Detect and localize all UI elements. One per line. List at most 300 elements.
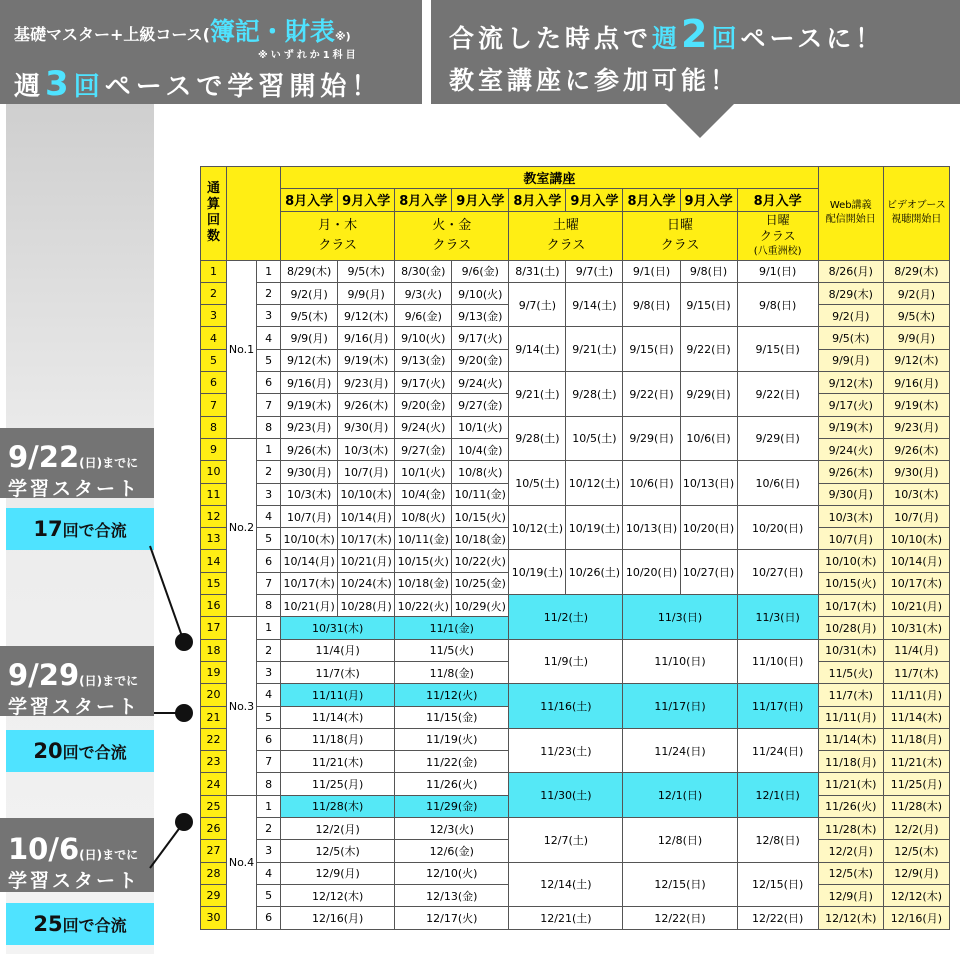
sub-cell: 4 [257,505,281,527]
header-class: 教室講座 [281,167,819,189]
callout-1-date: 9/22 [8,440,80,474]
date-cell: 10/17(木) [281,572,338,594]
sub-cell: 7 [257,751,281,773]
video-date-cell: 10/10(木) [883,528,949,550]
weekend-cell: 10/6(日) [623,461,680,506]
weekend-cell: 9/22(日) [680,327,737,372]
sub-cell: 3 [257,305,281,327]
video-date-cell: 11/18(月) [883,728,949,750]
course-cell: No.2 [227,438,257,616]
date-cell: 9/19(木) [281,394,338,416]
web-date-cell: 12/9(月) [818,884,883,906]
web-date-cell: 10/28(月) [818,617,883,639]
date-cell: 10/21(月) [338,550,395,572]
intake-header: 8月入学 [623,189,680,211]
weekend-cell: 11/10(日) [623,639,737,684]
weekend-cell: 10/13(日) [623,505,680,550]
header-row-label: 通算回数 [201,167,227,261]
date-cell: 10/7(月) [338,461,395,483]
table-row [201,461,950,483]
sub-cell: 5 [257,528,281,550]
sub-cell: 7 [257,394,281,416]
callout-2-unit: (日)までに [79,674,139,688]
header-blank [227,167,281,261]
weekend-cell: 9/1(日) [737,260,818,282]
date-cell: 9/13(金) [395,349,452,371]
callout-1-unit: (日)までに [79,456,139,470]
web-date-cell: 12/12(木) [818,907,883,929]
video-date-cell: 9/30(月) [883,461,949,483]
weekend-cell: 9/15(日) [623,327,680,372]
weekend-cell: 11/23(土) [509,728,623,773]
weekend-cell: 9/15(日) [680,282,737,327]
group-header [281,211,395,260]
header-video [883,167,949,261]
banner-right-text: 合流した時点で [449,24,653,53]
banner-left-mark: ※) [334,30,351,43]
callout-1-merge-label: 回で合流 [62,521,127,540]
seq-cell: 29 [201,884,227,906]
sub-cell: 6 [257,550,281,572]
web-date-cell: 9/17(火) [818,394,883,416]
date-cell: 10/4(金) [395,483,452,505]
banner-left-text: 基礎マスター+上級コース( [14,25,210,44]
weekend-cell: 12/7(土) [509,818,623,863]
video-date-cell: 9/5(木) [883,305,949,327]
course-cell: No.4 [227,795,257,929]
date-cell: 11/26(火) [395,773,509,795]
date-cell: 12/5(木) [281,840,395,862]
group-header-l1: 土曜 [552,217,579,233]
callout-3-date-line [8,832,154,866]
weekend-cell: 10/12(土) [566,461,623,506]
date-cell: 10/10(木) [281,528,338,550]
date-cell: 12/2(月) [281,818,395,840]
banner-right-week: 週 [652,24,682,53]
weekend-cell: 10/5(土) [566,416,623,461]
weekend-cell: 10/20(日) [737,505,818,550]
seq-cell: 6 [201,372,227,394]
web-date-cell: 11/18(月) [818,751,883,773]
weekend-cell: 9/29(日) [680,372,737,417]
video-date-cell: 11/25(月) [883,773,949,795]
date-cell: 9/6(金) [395,305,452,327]
seq-cell: 4 [201,327,227,349]
date-cell: 9/23(月) [281,416,338,438]
group-header-l1: 日曜 [765,212,790,227]
date-cell: 9/3(火) [395,282,452,304]
sub-cell: 5 [257,884,281,906]
date-cell: 12/16(月) [281,907,395,929]
group-header-l1: 月・木 [318,217,358,233]
weekend-cell: 10/27(日) [737,550,818,595]
connector-3-dot [175,813,193,831]
date-cell: 12/6(金) [395,840,509,862]
callout-2-date-line [8,658,154,692]
group-header [509,211,623,260]
date-cell: 9/12(木) [281,349,338,371]
weekend-cell: 9/15(日) [737,327,818,372]
group-header-l2: クラス [759,228,796,243]
table-row [201,907,950,929]
weekend-cell: 11/3(日) [623,595,737,640]
date-cell: 9/24(火) [395,416,452,438]
date-cell: 8/29(木) [281,260,338,282]
date-cell: 10/1(火) [452,416,509,438]
seq-cell: 20 [201,684,227,706]
intake-header: 8月入学 [281,189,338,211]
table-row [201,773,950,795]
date-cell: 11/15(金) [395,706,509,728]
web-date-cell: 9/26(木) [818,461,883,483]
callout-2-start [0,646,154,716]
seq-cell: 16 [201,595,227,617]
date-cell: 11/25(月) [281,773,395,795]
banner-right-line1 [449,14,960,59]
weekend-cell: 9/8(日) [737,282,818,327]
web-date-cell: 10/15(火) [818,572,883,594]
sub-cell: 2 [257,639,281,661]
sub-cell: 4 [257,684,281,706]
date-cell: 10/14(月) [281,550,338,572]
weekend-cell: 10/5(土) [509,461,566,506]
weekend-cell: 9/14(土) [566,282,623,327]
date-cell: 12/17(火) [395,907,509,929]
web-date-cell: 11/26(火) [818,795,883,817]
video-date-cell: 9/16(月) [883,372,949,394]
web-date-cell: 11/14(木) [818,728,883,750]
date-cell: 11/8(金) [395,661,509,683]
group-header-yaesu [737,211,818,260]
video-date-cell: 11/7(木) [883,661,949,683]
header-video-l1: ビデオブース [887,200,946,212]
seq-cell: 27 [201,840,227,862]
date-cell: 9/16(月) [281,372,338,394]
video-date-cell: 11/14(木) [883,706,949,728]
table-row [201,862,950,884]
date-cell: 10/24(木) [338,572,395,594]
weekend-cell: 12/1(日) [623,773,737,818]
seq-cell: 17 [201,617,227,639]
weekend-cell: 12/8(日) [737,818,818,863]
seq-cell: 15 [201,572,227,594]
callout-2-merge-label: 回で合流 [62,743,127,762]
group-header-l2: クラス [432,237,472,253]
date-cell: 10/29(火) [452,595,509,617]
callout-3-unit: (日)までに [79,848,139,862]
web-date-cell: 9/2(月) [818,305,883,327]
group-header [623,211,737,260]
date-cell: 10/15(火) [395,550,452,572]
video-date-cell: 9/9(月) [883,327,949,349]
weekend-cell: 12/22(日) [623,907,737,929]
date-cell: 9/17(火) [395,372,452,394]
date-cell: 11/29(金) [395,795,509,817]
video-date-cell: 10/31(木) [883,617,949,639]
sub-cell: 3 [257,661,281,683]
connector-1-dot [175,633,193,651]
date-cell: 10/4(金) [452,438,509,460]
sub-cell: 1 [257,617,281,639]
weekend-cell: 9/21(土) [566,327,623,372]
date-cell: 10/8(火) [452,461,509,483]
group-header-l2: クラス [660,237,700,253]
date-cell: 9/9(月) [338,282,395,304]
weekend-cell: 11/24(日) [623,728,737,773]
date-cell: 11/1(金) [395,617,509,639]
intake-header: 9月入学 [566,189,623,211]
date-cell: 9/6(金) [452,260,509,282]
date-cell: 10/8(火) [395,505,452,527]
sub-cell: 2 [257,818,281,840]
seq-cell: 25 [201,795,227,817]
date-cell: 12/10(火) [395,862,509,884]
date-cell: 9/2(月) [281,282,338,304]
video-date-cell: 9/2(月) [883,282,949,304]
video-date-cell: 10/7(月) [883,505,949,527]
schedule-table [200,166,950,930]
table-row [201,728,950,750]
web-date-cell: 9/30(月) [818,483,883,505]
weekend-cell: 12/14(土) [509,862,623,907]
banner-right-line2: 教室講座に参加可能！ [449,66,740,95]
course-cell: No.3 [227,617,257,795]
seq-cell: 21 [201,706,227,728]
banner-left-line1 [14,12,422,48]
date-cell: 10/11(金) [395,528,452,550]
date-cell: 10/3(木) [281,483,338,505]
video-date-cell: 12/16(月) [883,907,949,929]
weekend-cell: 12/21(土) [509,907,623,929]
table-row [201,282,950,304]
sub-cell: 5 [257,706,281,728]
web-date-cell: 12/5(木) [818,862,883,884]
banner-right-number: 2 [681,12,712,56]
web-date-cell: 9/19(木) [818,416,883,438]
date-cell: 9/27(金) [452,394,509,416]
intake-header: 8月入学 [509,189,566,211]
web-date-cell: 10/31(木) [818,639,883,661]
date-cell: 11/28(木) [281,795,395,817]
date-cell: 12/13(金) [395,884,509,906]
video-date-cell: 10/21(月) [883,595,949,617]
group-header-l1: 日曜 [667,217,694,233]
date-cell: 10/17(木) [338,528,395,550]
banner-right-times: 回 [711,24,741,53]
callout-2-merge [6,730,154,772]
video-date-cell: 11/11(月) [883,684,949,706]
seq-cell: 12 [201,505,227,527]
date-cell: 10/18(金) [452,528,509,550]
weekend-cell: 11/9(土) [509,639,623,684]
seq-cell: 8 [201,416,227,438]
date-cell: 9/26(木) [338,394,395,416]
connector-2-dot [175,704,193,722]
weekend-cell: 10/13(日) [680,461,737,506]
weekend-cell: 9/22(日) [737,372,818,417]
sub-cell: 6 [257,372,281,394]
date-cell: 9/24(火) [452,372,509,394]
date-cell: 11/12(火) [395,684,509,706]
date-cell: 10/28(月) [338,595,395,617]
seq-cell: 2 [201,282,227,304]
seq-cell: 24 [201,773,227,795]
date-cell: 9/5(木) [338,260,395,282]
video-date-cell: 12/5(木) [883,840,949,862]
weekend-cell: 8/31(土) [509,260,566,282]
weekend-cell: 10/6(日) [737,461,818,506]
web-date-cell: 8/26(月) [818,260,883,282]
sub-cell: 1 [257,438,281,460]
callout-3-merge-label: 回で合流 [62,916,127,935]
weekend-cell: 9/28(土) [566,372,623,417]
date-cell: 10/21(月) [281,595,338,617]
sub-cell: 4 [257,327,281,349]
intake-header: 8月入学 [395,189,452,211]
callout-1-sub: 学習スタート [8,478,141,500]
group-header-l2: クラス [546,237,586,253]
web-date-cell: 12/2(月) [818,840,883,862]
date-cell: 9/9(月) [281,327,338,349]
date-cell: 11/4(月) [281,639,395,661]
date-cell: 11/18(月) [281,728,395,750]
video-date-cell: 10/3(木) [883,483,949,505]
table-row [201,505,950,527]
web-date-cell: 9/9(月) [818,349,883,371]
date-cell: 10/25(金) [452,572,509,594]
video-date-cell: 10/17(木) [883,572,949,594]
date-cell: 10/10(木) [338,483,395,505]
banner-right-pointer [666,104,734,138]
web-date-cell: 9/24(火) [818,438,883,460]
sub-cell: 6 [257,728,281,750]
date-cell: 12/9(月) [281,862,395,884]
weekend-cell: 9/28(土) [509,416,566,461]
weekend-cell: 9/21(土) [509,372,566,417]
seq-cell: 18 [201,639,227,661]
seq-cell: 11 [201,483,227,505]
table-row [201,595,950,617]
date-cell: 9/17(火) [452,327,509,349]
weekend-cell: 11/3(日) [737,595,818,640]
weekend-cell: 9/29(日) [737,416,818,461]
video-date-cell: 12/12(木) [883,884,949,906]
table-row [201,818,950,840]
banner-left-subject: 簿記・財表 [209,17,335,46]
date-cell: 9/13(金) [452,305,509,327]
header-web-l1: Web講義 [829,200,872,212]
group-header [395,211,509,260]
web-date-cell: 11/11(月) [818,706,883,728]
date-cell: 10/15(火) [452,505,509,527]
callout-2-merge-num: 20 [33,739,63,763]
video-date-cell: 10/14(月) [883,550,949,572]
seq-cell: 28 [201,862,227,884]
seq-cell: 19 [201,661,227,683]
date-cell: 10/1(火) [395,461,452,483]
video-date-cell: 8/29(木) [883,260,949,282]
callout-3-sub: 学習スタート [8,870,141,892]
intake-header: 8月入学 [737,189,818,211]
web-date-cell: 9/12(木) [818,372,883,394]
table-row [201,260,950,282]
sub-cell: 4 [257,862,281,884]
table-row [201,372,950,394]
weekend-cell: 10/20(日) [680,505,737,550]
date-cell: 11/5(火) [395,639,509,661]
web-date-cell: 10/17(木) [818,595,883,617]
date-cell: 9/20(金) [452,349,509,371]
weekend-cell: 11/16(土) [509,684,623,729]
seq-cell: 13 [201,528,227,550]
weekend-cell: 9/29(日) [623,416,680,461]
seq-cell: 30 [201,907,227,929]
date-cell: 11/14(木) [281,706,395,728]
weekend-cell: 10/6(日) [680,416,737,461]
weekend-cell: 10/19(土) [509,550,566,595]
sub-cell: 1 [257,260,281,282]
weekend-cell: 11/24(日) [737,728,818,773]
group-header-l3: (八重洲校) [753,245,802,257]
date-cell: 11/11(月) [281,684,395,706]
date-cell: 11/22(金) [395,751,509,773]
sub-cell: 5 [257,349,281,371]
date-cell: 9/23(月) [338,372,395,394]
seq-cell: 9 [201,438,227,460]
sub-cell: 1 [257,795,281,817]
weekend-cell: 9/22(日) [623,372,680,417]
seq-cell: 26 [201,818,227,840]
weekend-cell: 9/7(土) [566,260,623,282]
callout-1-start [0,428,154,498]
intake-header: 9月入学 [680,189,737,211]
weekend-cell: 12/22(日) [737,907,818,929]
web-date-cell: 11/28(木) [818,818,883,840]
web-date-cell: 9/5(木) [818,327,883,349]
date-cell: 10/3(木) [338,438,395,460]
video-date-cell: 11/21(木) [883,751,949,773]
sub-cell: 2 [257,282,281,304]
banner-left-line2 [14,64,422,104]
banner-left-tail: ペースで学習開始！ [104,72,383,102]
table-row [201,327,950,349]
connector-1-line [150,546,184,642]
video-date-cell: 12/2(月) [883,818,949,840]
table-row [201,416,950,438]
seq-cell: 7 [201,394,227,416]
date-cell: 8/30(金) [395,260,452,282]
weekend-cell: 11/17(日) [737,684,818,729]
video-date-cell: 9/19(木) [883,394,949,416]
sub-cell: 6 [257,907,281,929]
video-date-cell: 11/4(月) [883,639,949,661]
date-cell: 9/30(月) [338,416,395,438]
banner-left-week: 週 [14,72,46,102]
sub-cell: 8 [257,773,281,795]
web-date-cell: 8/29(木) [818,282,883,304]
weekend-cell: 9/8(日) [680,260,737,282]
banner-left-number: 3 [45,64,74,104]
video-date-cell: 12/9(月) [883,862,949,884]
weekend-cell: 11/30(土) [509,773,623,818]
group-header-l1: 火・金 [432,217,472,233]
seq-cell: 3 [201,305,227,327]
sub-cell: 7 [257,572,281,594]
weekend-cell: 12/1(日) [737,773,818,818]
header-web-l2: 配信開始日 [825,214,876,226]
web-date-cell: 10/7(月) [818,528,883,550]
date-cell: 9/19(木) [338,349,395,371]
